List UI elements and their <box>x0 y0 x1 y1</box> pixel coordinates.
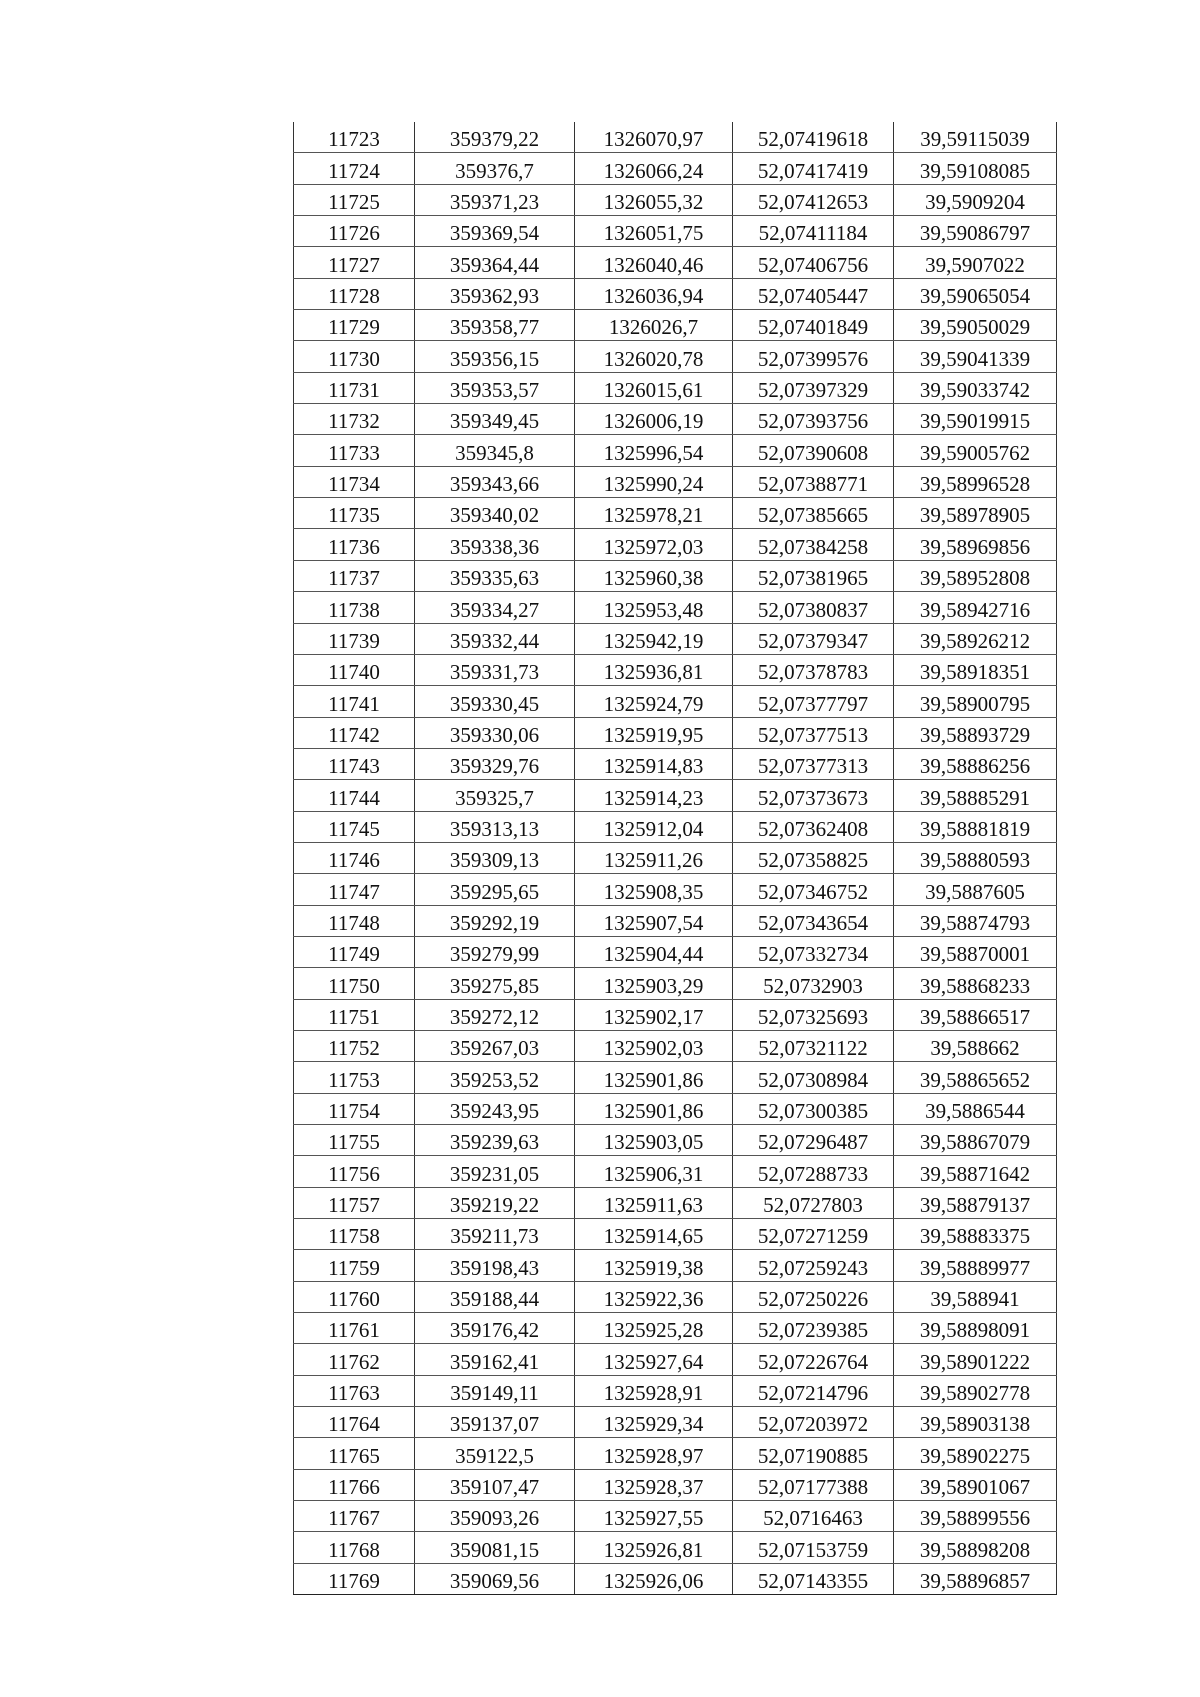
y-coordinate-cell: 1325903,05 <box>575 1125 733 1156</box>
y-coordinate-cell: 1326015,61 <box>575 372 733 403</box>
point-number-cell: 11752 <box>294 1030 415 1061</box>
latitude-cell: 52,07379347 <box>733 623 894 654</box>
x-coordinate-cell: 359331,73 <box>415 654 575 685</box>
x-coordinate-cell: 359267,03 <box>415 1030 575 1061</box>
x-coordinate-cell: 359093,26 <box>415 1501 575 1532</box>
x-coordinate-cell: 359329,76 <box>415 748 575 779</box>
point-number-cell: 11724 <box>294 153 415 184</box>
table-row <box>294 842 1057 873</box>
point-number-cell: 11765 <box>294 1438 415 1469</box>
longitude-cell: 39,58883375 <box>894 1219 1057 1250</box>
point-number-cell: 11750 <box>294 968 415 999</box>
latitude-cell: 52,07288733 <box>733 1156 894 1187</box>
x-coordinate-cell: 359253,52 <box>415 1062 575 1093</box>
longitude-cell: 39,58870001 <box>894 936 1057 967</box>
longitude-cell: 39,58871642 <box>894 1156 1057 1187</box>
x-coordinate-cell: 359188,44 <box>415 1281 575 1312</box>
longitude-cell: 39,58900795 <box>894 686 1057 717</box>
y-coordinate-cell: 1326066,24 <box>575 153 733 184</box>
point-number-cell: 11726 <box>294 216 415 247</box>
x-coordinate-cell: 359309,13 <box>415 842 575 873</box>
table-row <box>294 1313 1057 1344</box>
longitude-cell: 39,58881819 <box>894 811 1057 842</box>
table-row <box>294 654 1057 685</box>
latitude-cell: 52,07378783 <box>733 654 894 685</box>
longitude-cell: 39,58902778 <box>894 1375 1057 1406</box>
y-coordinate-cell: 1326070,97 <box>575 122 733 153</box>
x-coordinate-cell: 359176,42 <box>415 1313 575 1344</box>
x-coordinate-cell: 359376,7 <box>415 153 575 184</box>
point-number-cell: 11756 <box>294 1156 415 1187</box>
point-number-cell: 11731 <box>294 372 415 403</box>
x-coordinate-cell: 359069,56 <box>415 1563 575 1594</box>
longitude-cell: 39,58889977 <box>894 1250 1057 1281</box>
table-row <box>294 1344 1057 1375</box>
longitude-cell: 39,58996528 <box>894 466 1057 497</box>
table-row <box>294 341 1057 372</box>
latitude-cell: 52,07419618 <box>733 122 894 153</box>
latitude-cell: 52,07393756 <box>733 404 894 435</box>
point-number-cell: 11758 <box>294 1219 415 1250</box>
table-row <box>294 1030 1057 1061</box>
latitude-cell: 52,07214796 <box>733 1375 894 1406</box>
x-coordinate-cell: 359362,93 <box>415 278 575 309</box>
x-coordinate-cell: 359371,23 <box>415 184 575 215</box>
point-number-cell: 11743 <box>294 748 415 779</box>
table-row <box>294 1219 1057 1250</box>
point-number-cell: 11736 <box>294 529 415 560</box>
longitude-cell: 39,58969856 <box>894 529 1057 560</box>
y-coordinate-cell: 1325914,23 <box>575 780 733 811</box>
latitude-cell: 52,07412653 <box>733 184 894 215</box>
y-coordinate-cell: 1325903,29 <box>575 968 733 999</box>
x-coordinate-cell: 359335,63 <box>415 560 575 591</box>
point-number-cell: 11744 <box>294 780 415 811</box>
y-coordinate-cell: 1325972,03 <box>575 529 733 560</box>
point-number-cell: 11734 <box>294 466 415 497</box>
point-number-cell: 11746 <box>294 842 415 873</box>
latitude-cell: 52,07406756 <box>733 247 894 278</box>
longitude-cell: 39,58874793 <box>894 905 1057 936</box>
table-row <box>294 1532 1057 1563</box>
latitude-cell: 52,07377313 <box>733 748 894 779</box>
x-coordinate-cell: 359356,15 <box>415 341 575 372</box>
table-row <box>294 968 1057 999</box>
x-coordinate-cell: 359379,22 <box>415 122 575 153</box>
x-coordinate-cell: 359231,05 <box>415 1156 575 1187</box>
y-coordinate-cell: 1325928,37 <box>575 1469 733 1500</box>
latitude-cell: 52,07381965 <box>733 560 894 591</box>
x-coordinate-cell: 359211,73 <box>415 1219 575 1250</box>
latitude-cell: 52,07332734 <box>733 936 894 967</box>
latitude-cell: 52,07321122 <box>733 1030 894 1061</box>
point-number-cell: 11742 <box>294 717 415 748</box>
point-number-cell: 11749 <box>294 936 415 967</box>
x-coordinate-cell: 359338,36 <box>415 529 575 560</box>
latitude-cell: 52,07190885 <box>733 1438 894 1469</box>
latitude-cell: 52,07399576 <box>733 341 894 372</box>
point-number-cell: 11729 <box>294 310 415 341</box>
x-coordinate-cell: 359358,77 <box>415 310 575 341</box>
latitude-cell: 52,07271259 <box>733 1219 894 1250</box>
point-number-cell: 11760 <box>294 1281 415 1312</box>
latitude-cell: 52,07380837 <box>733 592 894 623</box>
table-row <box>294 905 1057 936</box>
x-coordinate-cell: 359243,95 <box>415 1093 575 1124</box>
y-coordinate-cell: 1325904,44 <box>575 936 733 967</box>
longitude-cell: 39,5886544 <box>894 1093 1057 1124</box>
point-number-cell: 11735 <box>294 498 415 529</box>
table-row <box>294 247 1057 278</box>
x-coordinate-cell: 359345,8 <box>415 435 575 466</box>
longitude-cell: 39,58918351 <box>894 654 1057 685</box>
x-coordinate-cell: 359343,66 <box>415 466 575 497</box>
y-coordinate-cell: 1326040,46 <box>575 247 733 278</box>
longitude-cell: 39,58893729 <box>894 717 1057 748</box>
coordinates-table <box>293 122 1057 1595</box>
table-row <box>294 1187 1057 1218</box>
table-row <box>294 1501 1057 1532</box>
point-number-cell: 11766 <box>294 1469 415 1500</box>
longitude-cell: 39,58879137 <box>894 1187 1057 1218</box>
latitude-cell: 52,0716463 <box>733 1501 894 1532</box>
longitude-cell: 39,58898208 <box>894 1532 1057 1563</box>
table-row <box>294 122 1057 153</box>
point-number-cell: 11768 <box>294 1532 415 1563</box>
y-coordinate-cell: 1325919,38 <box>575 1250 733 1281</box>
y-coordinate-cell: 1325906,31 <box>575 1156 733 1187</box>
table-row <box>294 1156 1057 1187</box>
latitude-cell: 52,07384258 <box>733 529 894 560</box>
table-row <box>294 1375 1057 1406</box>
longitude-cell: 39,58865652 <box>894 1062 1057 1093</box>
point-number-cell: 11764 <box>294 1407 415 1438</box>
longitude-cell: 39,58899556 <box>894 1501 1057 1532</box>
y-coordinate-cell: 1325942,19 <box>575 623 733 654</box>
point-number-cell: 11733 <box>294 435 415 466</box>
y-coordinate-cell: 1325907,54 <box>575 905 733 936</box>
latitude-cell: 52,07343654 <box>733 905 894 936</box>
x-coordinate-cell: 359330,45 <box>415 686 575 717</box>
point-number-cell: 11751 <box>294 999 415 1030</box>
longitude-cell: 39,588941 <box>894 1281 1057 1312</box>
y-coordinate-cell: 1325990,24 <box>575 466 733 497</box>
longitude-cell: 39,59115039 <box>894 122 1057 153</box>
y-coordinate-cell: 1325924,79 <box>575 686 733 717</box>
latitude-cell: 52,07226764 <box>733 1344 894 1375</box>
y-coordinate-cell: 1325926,81 <box>575 1532 733 1563</box>
y-coordinate-cell: 1325936,81 <box>575 654 733 685</box>
x-coordinate-cell: 359292,19 <box>415 905 575 936</box>
x-coordinate-cell: 359272,12 <box>415 999 575 1030</box>
latitude-cell: 52,07259243 <box>733 1250 894 1281</box>
table-row <box>294 1469 1057 1500</box>
x-coordinate-cell: 359353,57 <box>415 372 575 403</box>
longitude-cell: 39,59033742 <box>894 372 1057 403</box>
table-row <box>294 216 1057 247</box>
x-coordinate-cell: 359219,22 <box>415 1187 575 1218</box>
latitude-cell: 52,07377513 <box>733 717 894 748</box>
x-coordinate-cell: 359313,13 <box>415 811 575 842</box>
latitude-cell: 52,07385665 <box>733 498 894 529</box>
y-coordinate-cell: 1325911,26 <box>575 842 733 873</box>
longitude-cell: 39,58952808 <box>894 560 1057 591</box>
point-number-cell: 11723 <box>294 122 415 153</box>
latitude-cell: 52,07401849 <box>733 310 894 341</box>
latitude-cell: 52,07397329 <box>733 372 894 403</box>
table-row <box>294 592 1057 623</box>
point-number-cell: 11747 <box>294 874 415 905</box>
point-number-cell: 11737 <box>294 560 415 591</box>
y-coordinate-cell: 1326026,7 <box>575 310 733 341</box>
x-coordinate-cell: 359330,06 <box>415 717 575 748</box>
coordinates-table-body <box>294 122 1057 1595</box>
table-row <box>294 1062 1057 1093</box>
table-row <box>294 1125 1057 1156</box>
latitude-cell: 52,07177388 <box>733 1469 894 1500</box>
latitude-cell: 52,07143355 <box>733 1563 894 1594</box>
point-number-cell: 11759 <box>294 1250 415 1281</box>
y-coordinate-cell: 1325927,64 <box>575 1344 733 1375</box>
longitude-cell: 39,5907022 <box>894 247 1057 278</box>
point-number-cell: 11757 <box>294 1187 415 1218</box>
point-number-cell: 11755 <box>294 1125 415 1156</box>
y-coordinate-cell: 1326006,19 <box>575 404 733 435</box>
latitude-cell: 52,07362408 <box>733 811 894 842</box>
table-row <box>294 184 1057 215</box>
y-coordinate-cell: 1326051,75 <box>575 216 733 247</box>
x-coordinate-cell: 359340,02 <box>415 498 575 529</box>
y-coordinate-cell: 1325953,48 <box>575 592 733 623</box>
y-coordinate-cell: 1326055,32 <box>575 184 733 215</box>
longitude-cell: 39,5887605 <box>894 874 1057 905</box>
table-row <box>294 874 1057 905</box>
latitude-cell: 52,07300385 <box>733 1093 894 1124</box>
longitude-cell: 39,58896857 <box>894 1563 1057 1594</box>
x-coordinate-cell: 359334,27 <box>415 592 575 623</box>
y-coordinate-cell: 1325919,95 <box>575 717 733 748</box>
table-row <box>294 1407 1057 1438</box>
x-coordinate-cell: 359279,99 <box>415 936 575 967</box>
point-number-cell: 11739 <box>294 623 415 654</box>
latitude-cell: 52,0727803 <box>733 1187 894 1218</box>
point-number-cell: 11769 <box>294 1563 415 1594</box>
latitude-cell: 52,07346752 <box>733 874 894 905</box>
point-number-cell: 11748 <box>294 905 415 936</box>
point-number-cell: 11730 <box>294 341 415 372</box>
table-row <box>294 936 1057 967</box>
y-coordinate-cell: 1325914,65 <box>575 1219 733 1250</box>
y-coordinate-cell: 1325922,36 <box>575 1281 733 1312</box>
latitude-cell: 52,07377797 <box>733 686 894 717</box>
table-row <box>294 1250 1057 1281</box>
table-row <box>294 404 1057 435</box>
x-coordinate-cell: 359349,45 <box>415 404 575 435</box>
x-coordinate-cell: 359122,5 <box>415 1438 575 1469</box>
longitude-cell: 39,59005762 <box>894 435 1057 466</box>
point-number-cell: 11728 <box>294 278 415 309</box>
longitude-cell: 39,58978905 <box>894 498 1057 529</box>
longitude-cell: 39,5909204 <box>894 184 1057 215</box>
y-coordinate-cell: 1325928,91 <box>575 1375 733 1406</box>
table-row <box>294 717 1057 748</box>
table-row <box>294 1438 1057 1469</box>
point-number-cell: 11753 <box>294 1062 415 1093</box>
y-coordinate-cell: 1326020,78 <box>575 341 733 372</box>
point-number-cell: 11754 <box>294 1093 415 1124</box>
longitude-cell: 39,588662 <box>894 1030 1057 1061</box>
longitude-cell: 39,59065054 <box>894 278 1057 309</box>
longitude-cell: 39,58942716 <box>894 592 1057 623</box>
y-coordinate-cell: 1325912,04 <box>575 811 733 842</box>
table-row <box>294 310 1057 341</box>
table-row <box>294 748 1057 779</box>
x-coordinate-cell: 359364,44 <box>415 247 575 278</box>
y-coordinate-cell: 1325929,34 <box>575 1407 733 1438</box>
longitude-cell: 39,59041339 <box>894 341 1057 372</box>
y-coordinate-cell: 1326036,94 <box>575 278 733 309</box>
x-coordinate-cell: 359369,54 <box>415 216 575 247</box>
table-row <box>294 1281 1057 1312</box>
table-row <box>294 999 1057 1030</box>
longitude-cell: 39,58901222 <box>894 1344 1057 1375</box>
y-coordinate-cell: 1325927,55 <box>575 1501 733 1532</box>
latitude-cell: 52,0732903 <box>733 968 894 999</box>
y-coordinate-cell: 1325925,28 <box>575 1313 733 1344</box>
latitude-cell: 52,07239385 <box>733 1313 894 1344</box>
point-number-cell: 11740 <box>294 654 415 685</box>
table-row <box>294 435 1057 466</box>
x-coordinate-cell: 359081,15 <box>415 1532 575 1563</box>
point-number-cell: 11727 <box>294 247 415 278</box>
point-number-cell: 11732 <box>294 404 415 435</box>
table-row <box>294 560 1057 591</box>
longitude-cell: 39,59050029 <box>894 310 1057 341</box>
longitude-cell: 39,59108085 <box>894 153 1057 184</box>
latitude-cell: 52,07296487 <box>733 1125 894 1156</box>
table-row <box>294 278 1057 309</box>
latitude-cell: 52,07358825 <box>733 842 894 873</box>
point-number-cell: 11738 <box>294 592 415 623</box>
latitude-cell: 52,07390608 <box>733 435 894 466</box>
point-number-cell: 11761 <box>294 1313 415 1344</box>
latitude-cell: 52,07325693 <box>733 999 894 1030</box>
longitude-cell: 39,58868233 <box>894 968 1057 999</box>
latitude-cell: 52,07411184 <box>733 216 894 247</box>
point-number-cell: 11762 <box>294 1344 415 1375</box>
point-number-cell: 11725 <box>294 184 415 215</box>
x-coordinate-cell: 359332,44 <box>415 623 575 654</box>
y-coordinate-cell: 1325996,54 <box>575 435 733 466</box>
table-row <box>294 686 1057 717</box>
longitude-cell: 39,58926212 <box>894 623 1057 654</box>
point-number-cell: 11763 <box>294 1375 415 1406</box>
x-coordinate-cell: 359162,41 <box>415 1344 575 1375</box>
y-coordinate-cell: 1325911,63 <box>575 1187 733 1218</box>
y-coordinate-cell: 1325928,97 <box>575 1438 733 1469</box>
y-coordinate-cell: 1325908,35 <box>575 874 733 905</box>
latitude-cell: 52,07308984 <box>733 1062 894 1093</box>
y-coordinate-cell: 1325960,38 <box>575 560 733 591</box>
longitude-cell: 39,58901067 <box>894 1469 1057 1500</box>
x-coordinate-cell: 359198,43 <box>415 1250 575 1281</box>
latitude-cell: 52,07417419 <box>733 153 894 184</box>
x-coordinate-cell: 359295,65 <box>415 874 575 905</box>
y-coordinate-cell: 1325901,86 <box>575 1062 733 1093</box>
longitude-cell: 39,58885291 <box>894 780 1057 811</box>
longitude-cell: 39,58880593 <box>894 842 1057 873</box>
longitude-cell: 39,59019915 <box>894 404 1057 435</box>
latitude-cell: 52,07405447 <box>733 278 894 309</box>
y-coordinate-cell: 1325901,86 <box>575 1093 733 1124</box>
x-coordinate-cell: 359137,07 <box>415 1407 575 1438</box>
x-coordinate-cell: 359149,11 <box>415 1375 575 1406</box>
latitude-cell: 52,07203972 <box>733 1407 894 1438</box>
longitude-cell: 39,58867079 <box>894 1125 1057 1156</box>
point-number-cell: 11741 <box>294 686 415 717</box>
point-number-cell: 11767 <box>294 1501 415 1532</box>
x-coordinate-cell: 359325,7 <box>415 780 575 811</box>
latitude-cell: 52,07388771 <box>733 466 894 497</box>
table-row <box>294 780 1057 811</box>
x-coordinate-cell: 359275,85 <box>415 968 575 999</box>
longitude-cell: 39,58898091 <box>894 1313 1057 1344</box>
x-coordinate-cell: 359107,47 <box>415 1469 575 1500</box>
table-row <box>294 623 1057 654</box>
table-row <box>294 153 1057 184</box>
longitude-cell: 39,58886256 <box>894 748 1057 779</box>
latitude-cell: 52,07373673 <box>733 780 894 811</box>
y-coordinate-cell: 1325914,83 <box>575 748 733 779</box>
y-coordinate-cell: 1325902,03 <box>575 1030 733 1061</box>
table-row <box>294 466 1057 497</box>
y-coordinate-cell: 1325978,21 <box>575 498 733 529</box>
longitude-cell: 39,59086797 <box>894 216 1057 247</box>
table-row <box>294 529 1057 560</box>
point-number-cell: 11745 <box>294 811 415 842</box>
longitude-cell: 39,58903138 <box>894 1407 1057 1438</box>
table-row <box>294 1093 1057 1124</box>
table-row <box>294 1563 1057 1594</box>
y-coordinate-cell: 1325902,17 <box>575 999 733 1030</box>
table-row <box>294 811 1057 842</box>
table-row <box>294 372 1057 403</box>
longitude-cell: 39,58902275 <box>894 1438 1057 1469</box>
x-coordinate-cell: 359239,63 <box>415 1125 575 1156</box>
latitude-cell: 52,07250226 <box>733 1281 894 1312</box>
longitude-cell: 39,58866517 <box>894 999 1057 1030</box>
table-row <box>294 498 1057 529</box>
latitude-cell: 52,07153759 <box>733 1532 894 1563</box>
y-coordinate-cell: 1325926,06 <box>575 1563 733 1594</box>
